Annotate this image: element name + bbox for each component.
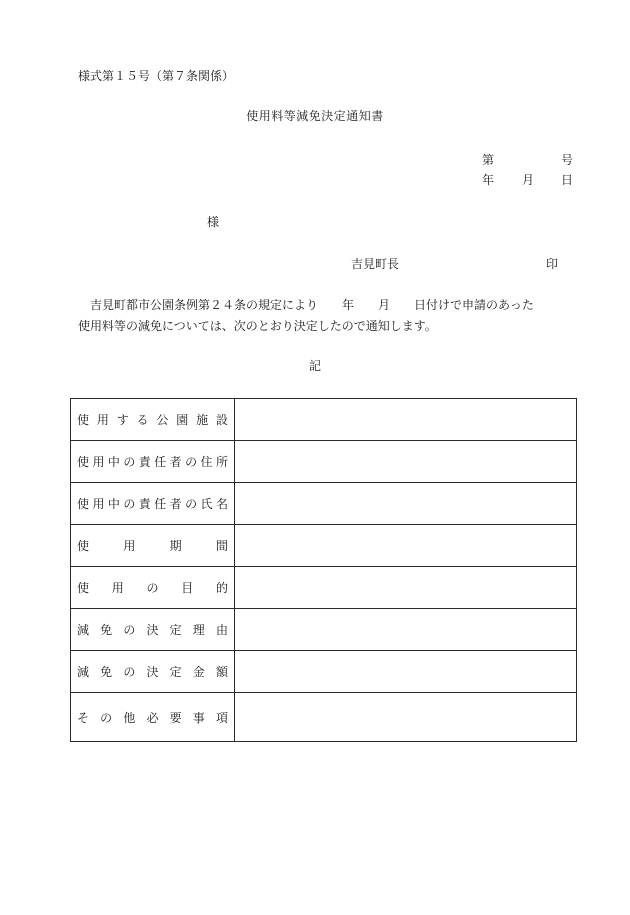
seal-mark: 印 <box>546 257 559 271</box>
label-char: 額 <box>215 665 228 679</box>
label-char: 中 <box>107 497 120 511</box>
row-label <box>77 537 228 554</box>
label-char: の <box>185 497 198 511</box>
row-label <box>77 579 228 596</box>
date-month-label: 月 <box>522 173 535 187</box>
row-value-cell[interactable] <box>235 483 577 525</box>
label-char: 園 <box>176 413 189 427</box>
label-char: 用 <box>92 497 105 511</box>
label-char: 住 <box>200 455 213 469</box>
label-char: 責 <box>138 497 151 511</box>
row-value-cell[interactable] <box>235 525 577 567</box>
label-char: 期 <box>169 539 182 553</box>
label-char: 使 <box>77 455 90 469</box>
label-char: 設 <box>215 413 228 427</box>
label-char: 由 <box>215 623 228 637</box>
label-char: 免 <box>100 623 113 637</box>
row-label <box>77 495 228 512</box>
row-label <box>77 453 228 470</box>
label-char: 的 <box>215 581 228 595</box>
label-char: 使 <box>77 581 90 595</box>
label-char: 用 <box>96 413 109 427</box>
label-char: 決 <box>146 665 159 679</box>
table-row <box>71 525 577 567</box>
row-label-cell <box>71 525 235 567</box>
row-label <box>77 709 228 726</box>
row-value-cell[interactable] <box>235 609 577 651</box>
label-char: 公 <box>156 413 169 427</box>
addressee-honorific: 様 <box>207 215 220 229</box>
label-char: 要 <box>169 710 182 725</box>
label-char: 間 <box>215 539 228 553</box>
row-label-cell <box>71 441 235 483</box>
row-label <box>77 621 228 638</box>
table-row <box>71 483 577 525</box>
body-text-line-2: 使用料等の減免については、次のとおり決定したので通知します。 <box>78 319 437 333</box>
label-char: 者 <box>169 455 182 469</box>
row-value-cell[interactable] <box>235 693 577 742</box>
label-char: の <box>123 497 136 511</box>
label-char: 減 <box>77 623 90 637</box>
label-char: 名 <box>215 497 228 511</box>
issue-number-prefix: 第 <box>482 153 495 167</box>
label-char: 施 <box>196 413 209 427</box>
label-char: 責 <box>138 455 151 469</box>
row-label-cell <box>71 399 235 441</box>
row-value-cell[interactable] <box>235 441 577 483</box>
label-char: の <box>123 665 136 679</box>
label-char: 用 <box>123 539 136 553</box>
table-row <box>71 693 577 742</box>
label-char: 者 <box>169 497 182 511</box>
body-text-line-1: 吉見町都市公園条例第２４条の規定により 年 月 日付けで申請のあった <box>90 298 534 312</box>
label-char: 事 <box>192 710 205 725</box>
label-char: 使 <box>77 497 90 511</box>
label-char: 項 <box>215 710 228 725</box>
label-char: 任 <box>154 455 167 469</box>
row-label <box>77 663 228 680</box>
date-year-label: 年 <box>482 173 495 187</box>
issuer-name: 吉見町長 <box>351 257 400 271</box>
details-table <box>70 398 577 742</box>
label-char: す <box>116 413 129 427</box>
table-row <box>71 609 577 651</box>
label-char: 定 <box>169 665 182 679</box>
label-char: 金 <box>192 665 205 679</box>
form-number: 様式第１５号（第７条関係） <box>78 69 235 83</box>
row-label-cell <box>71 693 235 742</box>
label-char: の <box>185 455 198 469</box>
table-row <box>71 651 577 693</box>
label-char: 理 <box>192 623 205 637</box>
ki-heading: 記 <box>308 359 321 373</box>
label-char: 使 <box>77 413 90 427</box>
table-row <box>71 399 577 441</box>
label-char: 使 <box>77 539 90 553</box>
row-value-cell[interactable] <box>235 651 577 693</box>
label-char: 他 <box>123 710 136 725</box>
label-char: の <box>100 710 113 725</box>
label-char: 免 <box>100 665 113 679</box>
row-label <box>77 411 228 428</box>
label-char: 用 <box>111 581 124 595</box>
label-char: 中 <box>107 455 120 469</box>
label-char: 目 <box>181 581 194 595</box>
row-label-cell <box>71 609 235 651</box>
label-char: 減 <box>77 665 90 679</box>
table-row <box>71 441 577 483</box>
row-value-cell[interactable] <box>235 567 577 609</box>
label-char: る <box>136 413 149 427</box>
label-char: 定 <box>169 623 182 637</box>
label-char: 任 <box>154 497 167 511</box>
table-row <box>71 567 577 609</box>
label-char: 決 <box>146 623 159 637</box>
label-char: の <box>123 623 136 637</box>
label-char: 用 <box>92 455 105 469</box>
issue-number-suffix: 号 <box>561 153 574 167</box>
label-char: 所 <box>215 455 228 469</box>
row-value-cell[interactable] <box>235 399 577 441</box>
label-char: 必 <box>146 710 159 725</box>
date-day-label: 日 <box>561 173 574 187</box>
row-label-cell <box>71 651 235 693</box>
label-char: 氏 <box>200 497 213 511</box>
document-title: 使用料等減免決定通知書 <box>246 109 384 123</box>
row-label-cell <box>71 483 235 525</box>
label-char: の <box>123 455 136 469</box>
label-char: の <box>146 581 159 595</box>
row-label-cell <box>71 567 235 609</box>
label-char: そ <box>77 710 90 725</box>
